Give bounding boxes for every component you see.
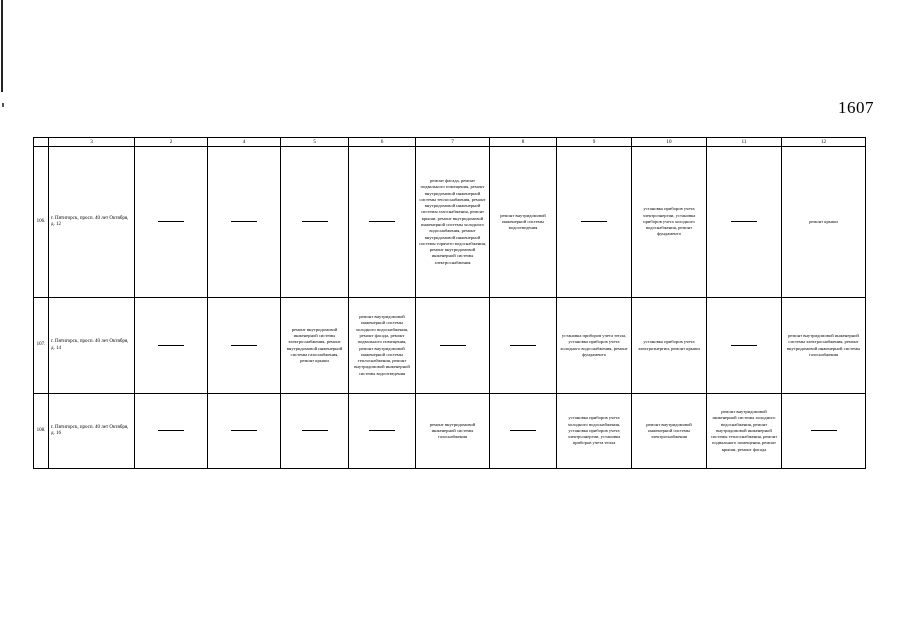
dash-mark [510,345,536,346]
address-cell: г. Пятигорск, просп. 40 лет Октября, д. 12 [49,147,135,298]
table-cell [416,298,490,394]
table-cell [135,298,208,394]
table-cell [349,147,416,298]
dash-mark [581,221,607,222]
table-cell [281,394,349,469]
column-number: 7 [416,138,490,147]
address-cell: г. Пятигорск, просп. 40 лет Октября, д. 14 [49,298,135,394]
table-cell: ремонт внутридомовой инженерной системы холодного водоснабжения, ремонт фасада, ремонт подвального помещения, ремонт внутридомовой инженерной системы теплоснабжения, ремонт внутридомовой инженерной системы водоотведения [349,298,416,394]
table-cell [490,298,557,394]
margin-tick [2,103,4,107]
table-cell: ремонт внутридомовой инженерной системы холодного водоснабжения, ремонт внутридомовой инженерной системы теплоснабжения, ремонт подвального помещения, ремонт крыши, ремонт фасада [707,394,782,469]
row-number: 106. [34,147,49,298]
column-number-row [34,138,866,147]
table-cell: ремонт внутридомовой инженерной системы электроснабжения, ремонт внутридомовой инженерной системы газоснабжения, ремонт крыши [281,298,349,394]
table-cell: ремонт внутридомовой инженерной системы электроснабжения, ремонт внутридомовой инженерной системы газоснабжения [782,298,866,394]
table-cell: ремонт крыши [782,147,866,298]
dash-mark [731,221,757,222]
dash-mark [731,345,757,346]
table-cell [490,394,557,469]
table-cell [707,298,782,394]
dash-mark [510,430,536,431]
column-number: 3 [49,138,135,147]
dash-mark [302,221,328,222]
dash-mark [440,345,466,346]
dash-mark [158,221,184,222]
table-cell: ремонт фасада, ремонт подвального помещения, ремонт внутридомовой инженерной системы теплоснабжения, ремонт внутридомовой инженерной системы газоснабжения, ремонт крыши, ремонт внутридомовой инженерной системы холодного водоснабжения, ремонт внутридомовой инженерной системы горячего водоснабжения, ремонт внутридомовой инженерной системы электроснабжения [416,147,490,298]
table-cell [135,394,208,469]
column-number: 2 [135,138,208,147]
address-cell: г. Пятигорск, просп. 40 лет Октября, д. 16 [49,394,135,469]
table-cell [707,147,782,298]
dash-mark [231,430,257,431]
table-cell [782,394,866,469]
column-number: 5 [281,138,349,147]
repair-schedule-table [33,137,866,469]
dash-mark [158,345,184,346]
dash-mark [158,430,184,431]
table-cell [208,147,281,298]
table-cell [557,147,632,298]
row-number: 108. [34,394,49,469]
table-cell [208,394,281,469]
column-number: 11 [707,138,782,147]
dash-mark [369,430,395,431]
table-cell [135,147,208,298]
column-number: 8 [490,138,557,147]
table-cell: установка приборов учета электроэнергии, ремонт крыши [632,298,707,394]
table-row [34,147,866,298]
dash-mark [811,430,837,431]
dash-mark [302,430,328,431]
column-number: 12 [782,138,866,147]
table-cell: установка приборов учета электроэнергии, установка приборов учета холодного водоснабжения, ремонт фундамента [632,147,707,298]
table-cell: установка приборов учета холодного водоснабжения, установка приборов учета электроэнергии, установка приборов учета тепла [557,394,632,469]
dash-mark [231,345,257,346]
table-cell: установка приборов учета тепла, установка приборов учета холодного водоснабжения, ремонт фундамента [557,298,632,394]
table-cell [281,147,349,298]
column-number [34,138,49,147]
margin-rule [1,0,3,92]
page-number: 1607 [838,98,874,117]
column-number: 4 [208,138,281,147]
row-number: 107. [34,298,49,394]
table-row [34,298,866,394]
table-cell: ремонт внутридомовой инженерной системы газоснабжения [416,394,490,469]
column-number: 6 [349,138,416,147]
table-cell: ремонт внутридомовой инженерной системы водоотведения [490,147,557,298]
column-number: 10 [632,138,707,147]
table-cell: ремонт внутридомовой инженерной системы электроснабжения [632,394,707,469]
table-cell [349,394,416,469]
dash-mark [231,221,257,222]
table-row [34,394,866,469]
dash-mark [369,221,395,222]
table-cell [208,298,281,394]
column-number: 9 [557,138,632,147]
